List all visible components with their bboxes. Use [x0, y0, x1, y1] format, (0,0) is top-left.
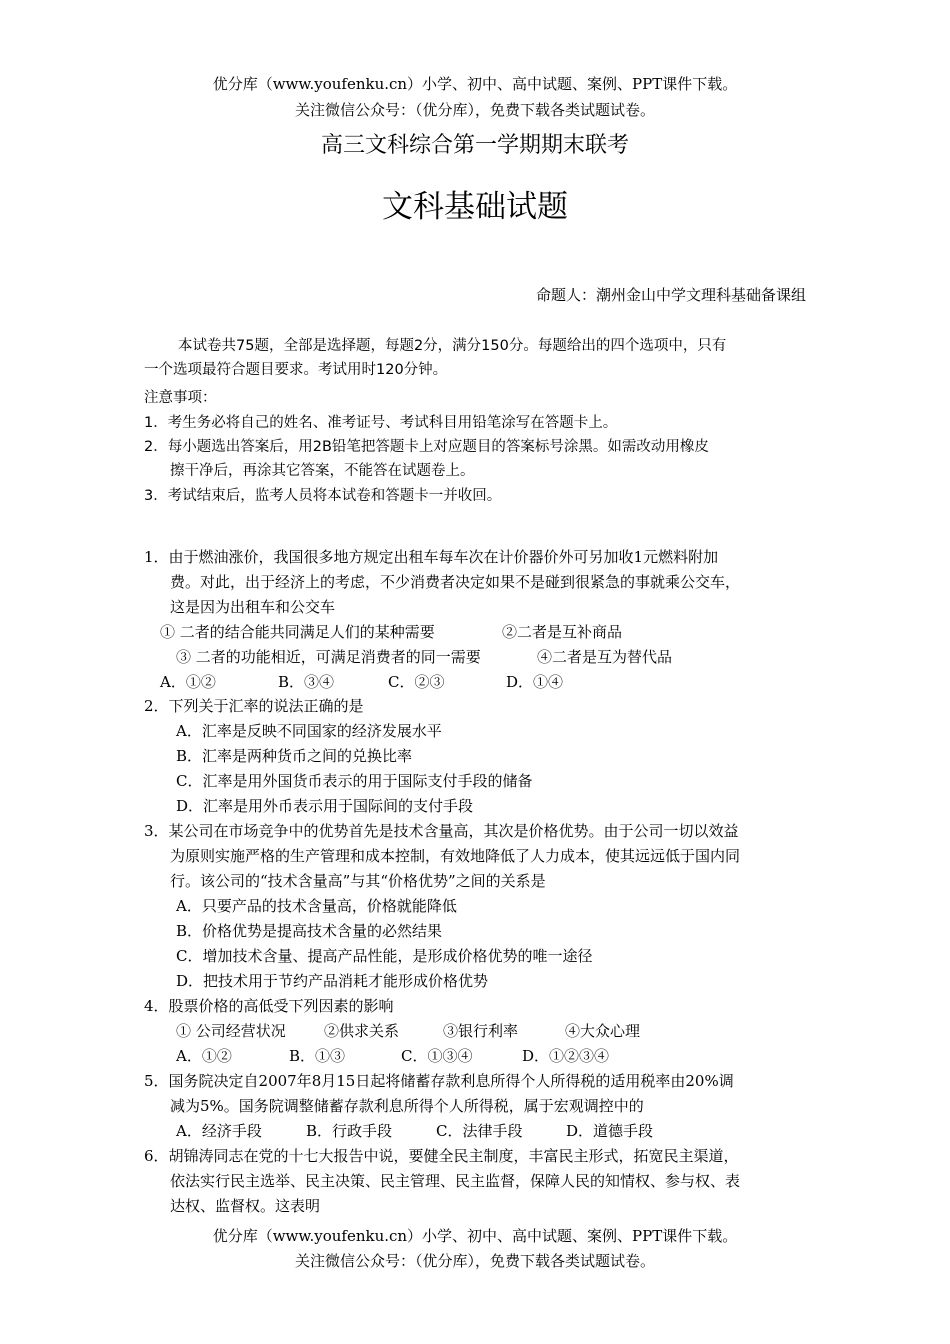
q4-item: ③银行利率: [443, 1022, 519, 1040]
q4-option-a: A．①②: [176, 1047, 232, 1065]
q6-stem-line: 6．胡锦涛同志在党的十七大报告中说，要健全民主制度，丰富民主形式，拓宽民主渠道，: [144, 1147, 739, 1165]
q4-item: ②供求关系: [324, 1022, 400, 1040]
author-line: 命题人：潮州金山中学文理科基础备课组: [535, 286, 806, 304]
q5-option-d: D．道德手段: [566, 1122, 654, 1140]
q1-option-c: C．②③: [388, 673, 445, 691]
q3-stem-line: 为原则实施严格的生产管理和成本控制，有效地降低了人力成本，使其远远低于国内同: [170, 847, 741, 865]
q1-stem-line: 1．由于燃油涨价，我国很多地方规定出租车每车次在计价器价外可另加收1元燃料附加: [144, 548, 719, 566]
q1-item: ②二者是互补商品: [502, 623, 623, 641]
header-line-1: 优分库（www.youfenku.cn）小学、初中、高中试题、案例、PPT课件下载。: [212, 75, 738, 93]
q3-option-a: A．只要产品的技术含量高，价格就能降低: [176, 897, 457, 915]
q6-stem-line: 依法实行民主选举、民主决策、民主管理、民主监督，保障人民的知情权、参与权、表: [170, 1172, 741, 1190]
q1-option-a: A．①②: [160, 673, 216, 691]
q2-stem-line: 2．下列关于汇率的说法正确的是: [144, 697, 364, 715]
q1-option-d: D．①④: [506, 673, 564, 691]
footer-line-2: 关注微信公众号：（优分库），免费下载各类试题试卷。: [294, 1252, 655, 1270]
header-line-2: 关注微信公众号：（优分库），免费下载各类试题试卷。: [294, 101, 655, 119]
q4-option-b: B．①③: [289, 1047, 346, 1065]
q3-stem-line: 行。该公司的“技术含量高”与其“价格优势”之间的关系是: [170, 872, 546, 890]
q1-stem-line: 这是因为出租车和公交车: [170, 598, 336, 616]
q3-option-c: C．增加技术含量、提高产品性能，是形成价格优势的唯一途径: [176, 947, 593, 965]
q5-option-b: B．行政手段: [306, 1122, 393, 1140]
q2-option-b: B．汇率是两种货币之间的兑换比率: [176, 747, 413, 765]
paper-subtitle: 文科基础试题: [382, 189, 568, 225]
q1-item: ① 二者的结合能共同满足人们的某种需要: [160, 623, 435, 641]
q4-item: ④大众心理: [565, 1022, 641, 1040]
footer-line-1: 优分库（www.youfenku.cn）小学、初中、高中试题、案例、PPT课件下载。: [212, 1227, 738, 1245]
q5-stem-line: 减为5%。国务院调整储蓄存款利息所得个人所得税，属于宏观调控中的: [170, 1097, 644, 1115]
notice-item-continued: 擦干净后，再涂其它答案，不能答在试题卷上。: [170, 463, 475, 479]
q2-option-d: D．汇率是用外币表示用于国际间的支付手段: [176, 797, 474, 815]
q1-item: ③ 二者的功能相近，可满足消费者的同一需要: [176, 648, 481, 666]
q3-option-d: D．把技术用于节约产品消耗才能形成价格优势: [176, 972, 489, 990]
intro-line-2: 一个选项最符合题目要求。考试用时120分钟。: [144, 362, 448, 378]
notice-item: 2．每小题选出答案后，用2B铅笔把答题卡上对应题目的答案标号涂黑。如需改动用橡皮: [144, 439, 709, 455]
q5-stem-line: 5．国务院决定自2007年8月15日起将储蓄存款利息所得个人所得税的适用税率由20%调: [144, 1072, 734, 1090]
notice-item: 3．考试结束后，监考人员将本试卷和答题卡一并收回。: [144, 488, 502, 504]
q5-option-a: A．经济手段: [176, 1122, 262, 1140]
exam-title: 高三文科综合第一学期期末联考: [320, 133, 629, 158]
q5-option-c: C．法律手段: [436, 1122, 523, 1140]
q4-option-c: C．①③④: [401, 1047, 473, 1065]
q4-item: ① 公司经营状况: [176, 1022, 286, 1040]
q4-option-d: D．①②③④: [522, 1047, 610, 1065]
q3-stem-line: 3．某公司在市场竞争中的优势首先是技术含量高，其次是价格优势。由于公司一切以效益: [144, 822, 739, 840]
notice-heading: 注意事项：: [144, 390, 217, 406]
q6-stem-line: 达权、监督权。这表明: [170, 1197, 321, 1215]
q2-option-a: A．汇率是反映不同国家的经济发展水平: [176, 722, 442, 740]
q2-option-c: C．汇率是用外国货币表示的用于国际支付手段的储备: [176, 772, 533, 790]
q4-stem-line: 4．股票价格的高低受下列因素的影响: [144, 997, 394, 1015]
intro-line-1: 本试卷共75题，全部是选择题，每题2分，满分150分。每题给出的四个选项中，只有: [178, 338, 727, 354]
q1-option-b: B．③④: [278, 673, 335, 691]
q1-stem-line: 费。对此，出于经济上的考虑，不少消费者决定如果不是碰到很紧急的事就乘公交车，: [170, 573, 741, 591]
notice-item: 1．考生务必将自己的姓名、准考证号、考试科目用铅笔涂写在答题卡上。: [144, 415, 618, 431]
q3-option-b: B．价格优势是提高技术含量的必然结果: [176, 922, 443, 940]
q1-item: ④二者是互为替代品: [537, 648, 673, 666]
